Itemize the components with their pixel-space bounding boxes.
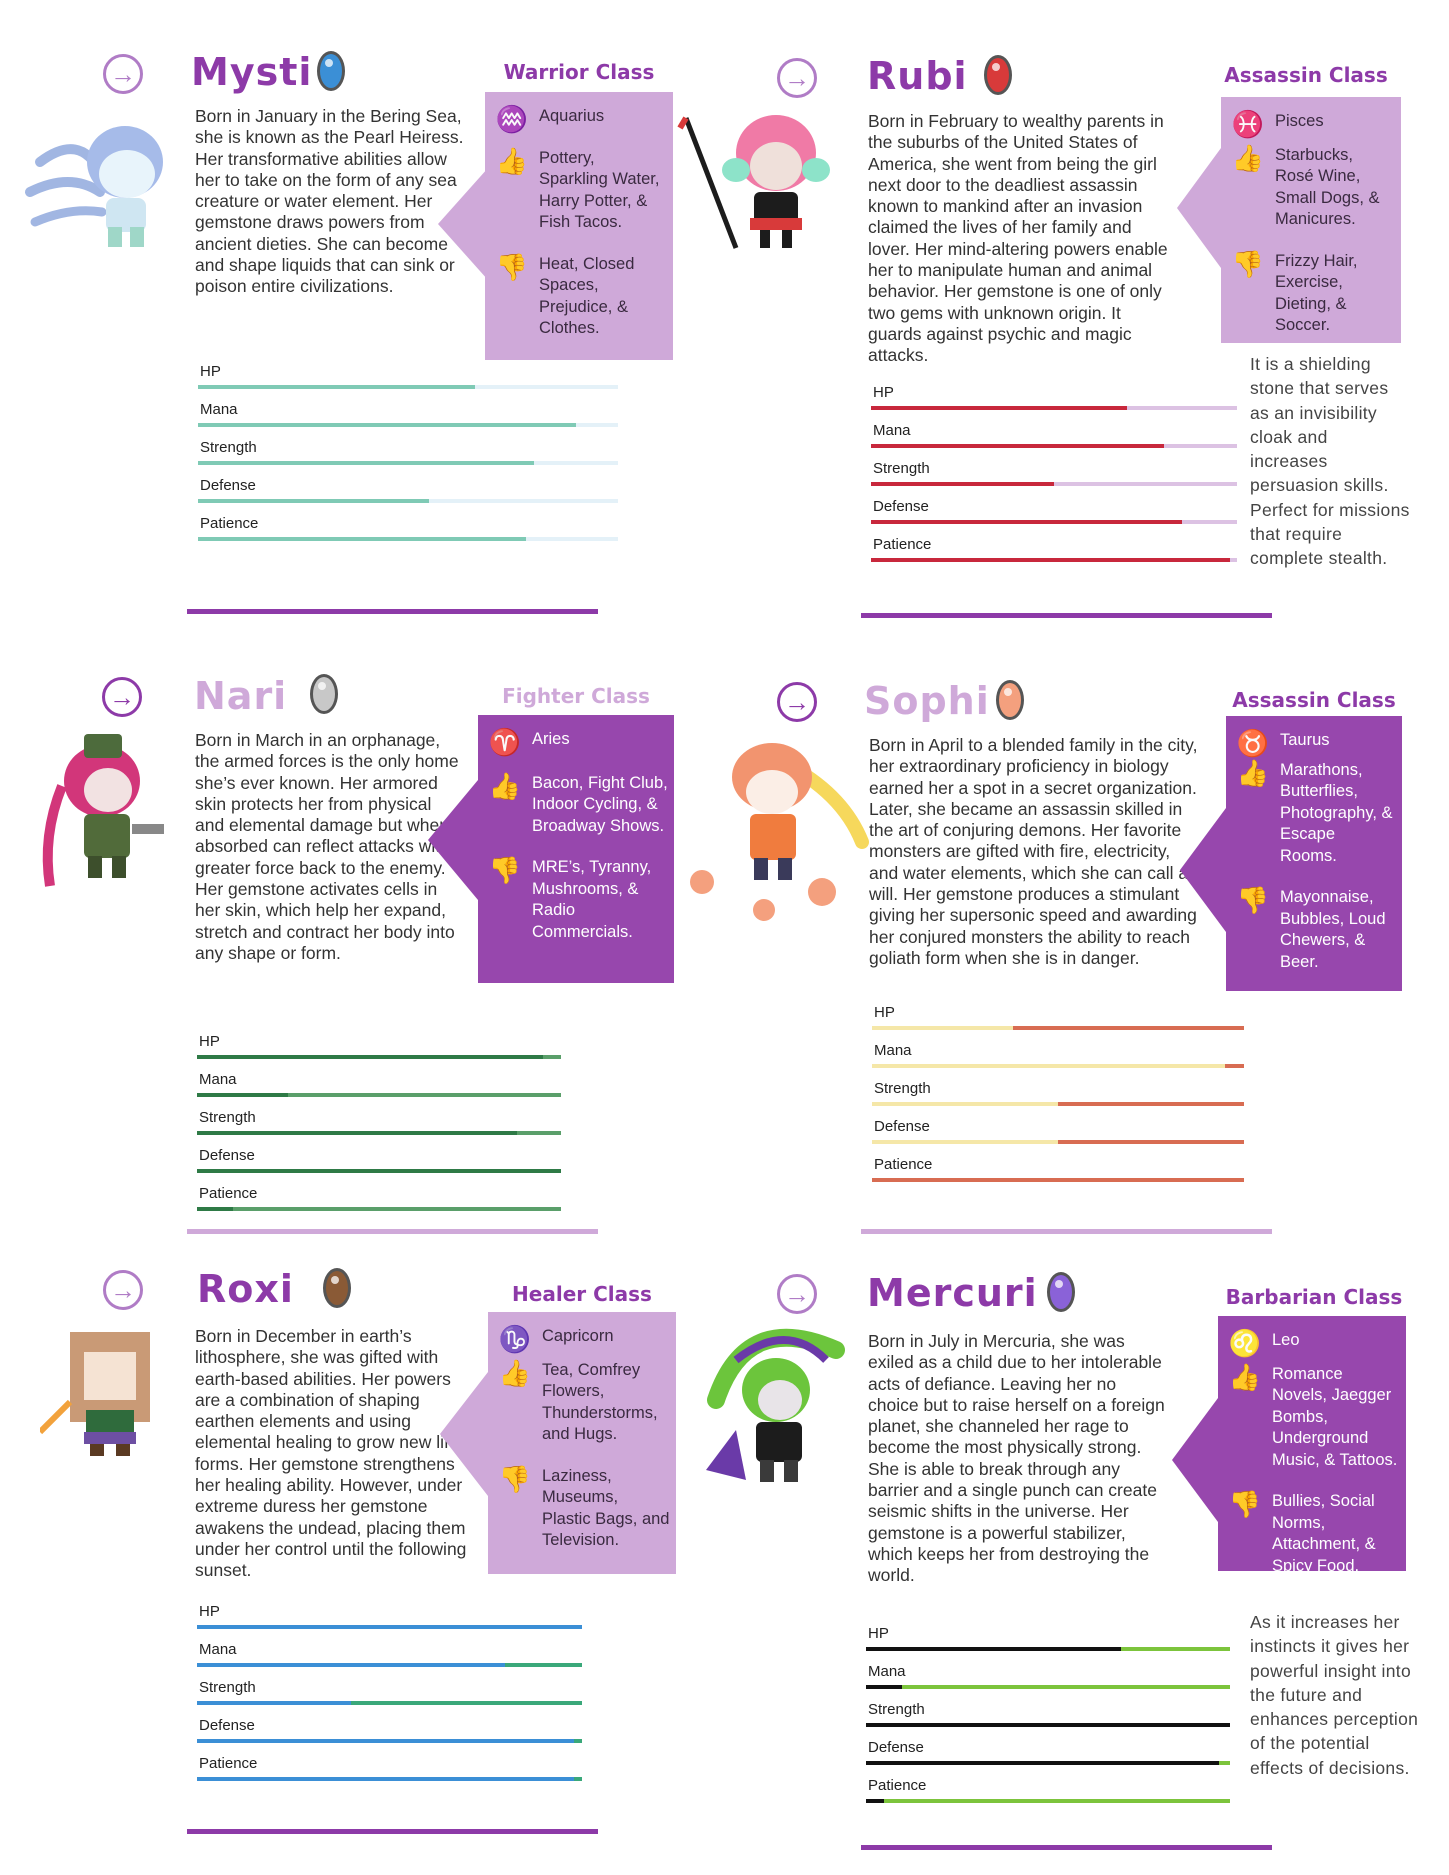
- card-divider: [861, 1229, 1272, 1234]
- card-divider: [187, 1229, 598, 1234]
- traits-panel: [1218, 1316, 1406, 1575]
- character-name: Sophi: [864, 679, 990, 723]
- dislikes-row: [1231, 248, 1395, 337]
- stat-row-mana: [866, 1663, 1230, 1701]
- class-title: Warrior Class: [503, 60, 655, 84]
- gemstone-icon: [984, 55, 1012, 95]
- stat-bar-fill: [866, 1647, 1121, 1651]
- dislikes-row: [488, 855, 668, 943]
- character-avatar: [40, 1322, 180, 1462]
- stat-bar-fill: [871, 520, 1182, 524]
- stat-row-mana: [197, 1641, 582, 1679]
- arrow-right-icon[interactable]: →: [102, 677, 142, 717]
- stat-bar-fill: [198, 423, 576, 427]
- stat-bar-track: [866, 1647, 1230, 1651]
- thumbs-up-icon: 👍: [1228, 1361, 1262, 1392]
- stat-row-mana: [198, 401, 618, 439]
- panel-pointer: [440, 1372, 488, 1496]
- stats-list: [871, 384, 1237, 584]
- stats-list: [866, 1625, 1230, 1815]
- stat-bar-fill: [871, 558, 1230, 562]
- stat-label: Patience: [199, 1185, 258, 1202]
- zodiac-row: [488, 727, 668, 757]
- stat-label: Defense: [199, 1717, 255, 1734]
- stat-label: Defense: [874, 1118, 930, 1135]
- stat-label: Strength: [200, 439, 257, 456]
- stat-row-strength: [197, 1109, 561, 1147]
- aries-icon: ♈: [488, 727, 522, 757]
- stat-bar-track: [871, 482, 1237, 486]
- stat-row-patience: [866, 1777, 1230, 1815]
- stat-bar-track: [197, 1777, 582, 1781]
- zodiac-sign: Taurus: [1280, 731, 1330, 749]
- side-note: As it increases her instincts it gives her powerful insight into the future and enhances perception of the potential effects of decisions.: [1250, 1612, 1419, 1778]
- character-bio: Born in December in earth’s lithosphere, she was gifted with earth-based abilities. Her powers are a combination of shaping earthen elements and using elemental healing to grow new life forms. Her gemstone strengthens her healing ability. However, under extreme duress her gemstone awakens the undead, placing them under her control until the following sunset.: [195, 1326, 467, 1581]
- stat-bar-fill: [871, 482, 1054, 486]
- stat-row-strength: [866, 1701, 1230, 1739]
- gemstone-icon: [310, 674, 338, 714]
- panel-pointer: [438, 168, 488, 280]
- stat-bar-fill: [197, 1169, 561, 1173]
- stat-row-strength: [198, 439, 618, 477]
- stat-bar-track: [871, 444, 1237, 448]
- stat-label: Patience: [874, 1156, 933, 1173]
- stat-row-defense: [866, 1739, 1230, 1777]
- dislikes-text: Frizzy Hair, Exercise, Dieting, & Soccer.: [1275, 251, 1358, 334]
- stat-label: HP: [199, 1033, 220, 1050]
- zodiac-row: [1236, 728, 1396, 758]
- stat-row-patience: [197, 1755, 582, 1793]
- stat-label: Mana: [199, 1071, 237, 1088]
- likes-text: Marathons, Butterflies, Photography, & Escape Rooms.: [1280, 760, 1393, 865]
- zodiac-sign: Pisces: [1275, 112, 1324, 130]
- likes-row: [1231, 142, 1395, 231]
- stat-label: Mana: [868, 1663, 906, 1680]
- traits-panel: [1226, 716, 1402, 991]
- stat-bar-track: [866, 1685, 1230, 1689]
- stat-bar-track: [872, 1026, 1244, 1030]
- stat-row-hp: [866, 1625, 1230, 1663]
- dislikes-row: [495, 251, 667, 340]
- dislikes-row: [498, 1463, 670, 1552]
- likes-row: [488, 770, 668, 838]
- stat-label: Mana: [873, 422, 911, 439]
- character-avatar: [20, 112, 190, 252]
- stat-bar-fill: [197, 1625, 582, 1629]
- stat-bar-fill: [866, 1723, 1230, 1727]
- stat-label: Strength: [873, 460, 930, 477]
- capricorn-icon: ♑: [498, 1324, 532, 1354]
- character-bio: Born in July in Mercuria, she was exiled as a child due to her intolerable acts of defiance. Leaving her no choice but to raise herself on a foreign planet, she channeled her rage to become the most physically strong. She is able to break through any barrier and a single punch can create seismic shifts in the universe. Her gemstone is a powerful stabilizer, which keeps her from destroying the world.: [868, 1331, 1165, 1586]
- likes-text: Romance Novels, Jaegger Bombs, Underground Music, & Tattoos.: [1272, 1364, 1398, 1469]
- stat-bar-track: [872, 1102, 1244, 1106]
- leo-icon: ♌: [1228, 1328, 1262, 1358]
- stat-bar-fill: [198, 537, 526, 541]
- stat-bar-track: [872, 1140, 1244, 1144]
- stat-label: Strength: [199, 1109, 256, 1126]
- panel-pointer: [1180, 808, 1226, 932]
- panel-pointer: [1172, 1398, 1218, 1522]
- thumbs-up-icon: 👍: [488, 770, 522, 801]
- stat-row-defense: [872, 1118, 1244, 1156]
- character-name: Mercuri: [867, 1271, 1038, 1315]
- pisces-icon: ♓: [1231, 109, 1265, 139]
- stat-row-strength: [872, 1080, 1244, 1118]
- stat-row-strength: [871, 460, 1237, 498]
- stat-bar-track: [198, 461, 618, 465]
- stats-list: [198, 363, 618, 553]
- stat-row-patience: [872, 1156, 1244, 1194]
- stat-label: Defense: [199, 1147, 255, 1164]
- thumbs-down-icon: 👎: [1236, 885, 1270, 915]
- side-note: It is a shielding stone that serves as an invisibility cloak and increases persuasion skills. Perfect for missions that require complete stealth.: [1250, 354, 1410, 569]
- stat-bar-track: [872, 1178, 1244, 1182]
- stat-label: Mana: [200, 401, 238, 418]
- panel-pointer: [1177, 148, 1221, 268]
- panel-pointer: [428, 780, 478, 900]
- taurus-icon: ♉: [1236, 728, 1270, 758]
- stat-bar-fill: [197, 1131, 517, 1135]
- zodiac-row: [1231, 109, 1395, 139]
- stat-bar-track: [197, 1131, 561, 1135]
- stat-row-defense: [197, 1717, 582, 1755]
- stat-bar-fill: [197, 1663, 505, 1667]
- stat-row-patience: [197, 1185, 561, 1223]
- character-avatar: [676, 1320, 846, 1500]
- stat-bar-track: [197, 1093, 561, 1097]
- stat-bar-track: [197, 1739, 582, 1743]
- character-bio: Born in March in an orphanage, the armed forces is the only home she’s ever known. Her armored skin protects her from physical and elemental damage but when absorbed can reflect attacks with greater force back to the enemy. Her gemstone activates cells in her skin, which help her expand, stretch and contract her body into any shape or form.: [195, 730, 459, 963]
- stat-bar-track: [871, 558, 1237, 562]
- character-name: Roxi: [197, 1267, 294, 1311]
- stats-list: [197, 1603, 582, 1793]
- dislikes-text: Bullies, Social Norms, Attachment, & Spicy Food.: [1272, 1492, 1376, 1575]
- stat-row-hp: [871, 384, 1237, 422]
- stat-bar-fill: [197, 1739, 574, 1743]
- stat-bar-track: [197, 1169, 561, 1173]
- stat-row-hp: [198, 363, 618, 401]
- stat-label: HP: [199, 1603, 220, 1620]
- stat-label: HP: [874, 1004, 895, 1021]
- zodiac-sign: Aquarius: [539, 107, 605, 125]
- class-title: Fighter Class: [502, 684, 650, 708]
- traits-panel: [478, 715, 674, 983]
- stat-bar-fill: [871, 406, 1127, 410]
- stat-label: Patience: [868, 1777, 927, 1794]
- stat-label: Patience: [200, 515, 259, 532]
- character-avatar: [672, 722, 872, 922]
- card-divider: [861, 613, 1272, 618]
- thumbs-up-icon: 👍: [1236, 757, 1270, 788]
- card-divider: [187, 609, 598, 614]
- stat-label: Strength: [199, 1679, 256, 1696]
- stat-row-hp: [197, 1033, 561, 1071]
- stat-label: Strength: [868, 1701, 925, 1718]
- stat-bar-fill: [197, 1701, 351, 1705]
- character-name: Rubi: [867, 54, 968, 98]
- stat-bar-fill: [872, 1026, 1013, 1030]
- stat-bar-fill: [872, 1102, 1058, 1106]
- stat-row-strength: [197, 1679, 582, 1717]
- stat-bar-fill: [198, 461, 534, 465]
- thumbs-down-icon: 👎: [1228, 1489, 1262, 1519]
- stat-bar-fill: [866, 1761, 1219, 1765]
- stat-bar-fill: [197, 1055, 543, 1059]
- likes-text: Tea, Comfrey Flowers, Thunderstorms, and Hugs.: [542, 1360, 658, 1443]
- stat-label: Mana: [874, 1042, 912, 1059]
- likes-text: Pottery, Sparkling Water, Harry Potter, & Fish Tacos.: [539, 148, 660, 231]
- stat-bar-track: [198, 385, 618, 389]
- stat-bar-fill: [872, 1064, 1225, 1068]
- card-divider: [861, 1845, 1272, 1850]
- character-bio: Born in January in the Bering Sea, she is known as the Pearl Heiress. Her transformative abilities allow her to take on the form of any sea creature or water element. Her gemstone draws powers from ancient dieties. She can become and shape liquids that can sink or poison entire civilizations.: [195, 106, 464, 297]
- zodiac-row: [1228, 1328, 1400, 1358]
- arrow-right-icon[interactable]: →: [103, 54, 143, 94]
- stat-label: Patience: [873, 536, 932, 553]
- class-title: Barbarian Class: [1225, 1285, 1403, 1309]
- stat-bar-fill: [871, 444, 1164, 448]
- stat-bar-track: [866, 1761, 1230, 1765]
- dislikes-text: Mayonnaise, Bubbles, Loud Chewers, & Beer.: [1280, 888, 1386, 971]
- stat-row-defense: [197, 1147, 561, 1185]
- stat-bar-track: [866, 1799, 1230, 1803]
- zodiac-row: [498, 1324, 670, 1354]
- stat-row-defense: [198, 477, 618, 515]
- likes-row: [1236, 757, 1396, 868]
- zodiac-sign: Leo: [1272, 1331, 1300, 1349]
- thumbs-down-icon: 👎: [1231, 248, 1265, 279]
- stat-label: HP: [868, 1625, 889, 1642]
- stat-bar-fill: [198, 385, 475, 389]
- character-name: Mysti: [191, 50, 313, 94]
- stat-row-mana: [872, 1042, 1244, 1080]
- stat-bar-fill: [866, 1799, 884, 1803]
- traits-panel: [1221, 97, 1401, 343]
- stat-bar-fill: [198, 499, 429, 503]
- arrow-right-icon[interactable]: →: [777, 58, 817, 98]
- arrow-right-icon[interactable]: →: [777, 1274, 817, 1314]
- character-avatar: [22, 726, 192, 896]
- stat-bar-fill: [197, 1777, 574, 1781]
- likes-row: [1228, 1361, 1400, 1472]
- likes-text: Bacon, Fight Club, Indoor Cycling, & Broadway Shows.: [532, 773, 668, 835]
- stats-list: [197, 1033, 561, 1223]
- stat-label: Strength: [874, 1080, 931, 1097]
- stat-label: Patience: [199, 1755, 258, 1772]
- stat-bar-track: [198, 537, 618, 541]
- stat-label: HP: [200, 363, 221, 380]
- likes-text: Starbucks, Rosé Wine, Small Dogs, & Manicures.: [1275, 145, 1380, 228]
- zodiac-sign: Capricorn: [542, 1327, 614, 1345]
- stat-bar-track: [198, 499, 618, 503]
- arrow-right-icon[interactable]: →: [777, 682, 817, 722]
- thumbs-down-icon: 👎: [488, 855, 522, 885]
- likes-row: [495, 145, 667, 234]
- stat-bar-track: [871, 406, 1237, 410]
- thumbs-down-icon: 👎: [495, 251, 529, 282]
- stat-bar-fill: [197, 1093, 288, 1097]
- thumbs-up-icon: 👍: [495, 145, 529, 176]
- thumbs-down-icon: 👎: [498, 1463, 532, 1494]
- class-title: Healer Class: [512, 1282, 652, 1306]
- stat-bar-track: [871, 520, 1237, 524]
- aquarius-icon: ♒: [495, 104, 529, 134]
- stat-bar-track: [197, 1625, 582, 1629]
- zodiac-row: [495, 104, 667, 134]
- stat-row-patience: [871, 536, 1237, 574]
- stat-row-hp: [197, 1603, 582, 1641]
- class-title: Assassin Class: [1232, 688, 1396, 712]
- character-avatar: [676, 108, 866, 258]
- character-bio: Born in April to a blended family in the city, her extraordinary proficiency in biology earned her a spot in a secret organization. Later, she became an assassin skilled in the art of conjuring demons. Her favorite monsters are gifted with fire, electricity, and water elements, which she can call at will. Her gemstone produces a stimulant giving her supersonic speed and awarding her conjured monsters the ability to reach goliath form when she is in danger.: [869, 735, 1198, 968]
- stat-bar-fill: [872, 1140, 1058, 1144]
- stat-row-defense: [871, 498, 1237, 536]
- stat-label: Mana: [199, 1641, 237, 1658]
- stat-bar-track: [198, 423, 618, 427]
- stat-row-mana: [197, 1071, 561, 1109]
- character-name: Nari: [194, 674, 288, 718]
- character-bio: Born in February to wealthy parents in the suburbs of the United States of America, she went from being the girl next door to the deadliest assassin known to mankind after an invasion claimed the lives of her family and lover. Her mind-altering powers enable her to manipulate human and animal behavior. Her gemstone is one of only two gems with unknown origin. It guards against psychic and magic attacks.: [868, 111, 1168, 366]
- gemstone-icon: [317, 51, 345, 91]
- stat-row-patience: [198, 515, 618, 553]
- stat-label: Defense: [868, 1739, 924, 1756]
- dislikes-text: Laziness, Museums, Plastic Bags, and Television.: [542, 1466, 670, 1549]
- stat-row-hp: [872, 1004, 1244, 1042]
- stat-bar-track: [197, 1701, 582, 1705]
- class-title: Assassin Class: [1224, 63, 1388, 87]
- traits-panel: [488, 1312, 676, 1574]
- traits-panel: [485, 92, 673, 360]
- stat-label: Defense: [200, 477, 256, 494]
- card-divider: [187, 1829, 598, 1834]
- stat-bar-track: [197, 1663, 582, 1667]
- stat-bar-fill: [866, 1685, 902, 1689]
- dislikes-row: [1228, 1489, 1400, 1577]
- gemstone-icon: [1047, 1272, 1075, 1312]
- dislikes-row: [1236, 885, 1396, 973]
- thumbs-up-icon: 👍: [1231, 142, 1265, 173]
- dislikes-text: MRE’s, Tyranny, Mushrooms, & Radio Commercials.: [532, 858, 652, 941]
- stat-row-mana: [871, 422, 1237, 460]
- stat-bar-fill: [197, 1207, 233, 1211]
- zodiac-sign: Aries: [532, 730, 570, 748]
- stats-list: [872, 1004, 1244, 1194]
- stat-bar-track: [872, 1064, 1244, 1068]
- stat-bar-track: [866, 1723, 1230, 1727]
- dislikes-text: Heat, Closed Spaces, Prejudice, & Clothes.: [539, 254, 635, 337]
- stat-label: HP: [873, 384, 894, 401]
- stat-bar-track: [197, 1055, 561, 1059]
- likes-row: [498, 1357, 670, 1446]
- stat-label: Defense: [873, 498, 929, 515]
- gemstone-icon: [996, 680, 1024, 720]
- thumbs-up-icon: 👍: [498, 1357, 532, 1388]
- arrow-right-icon[interactable]: →: [103, 1270, 143, 1310]
- stat-bar-track: [197, 1207, 561, 1211]
- gemstone-icon: [323, 1268, 351, 1308]
